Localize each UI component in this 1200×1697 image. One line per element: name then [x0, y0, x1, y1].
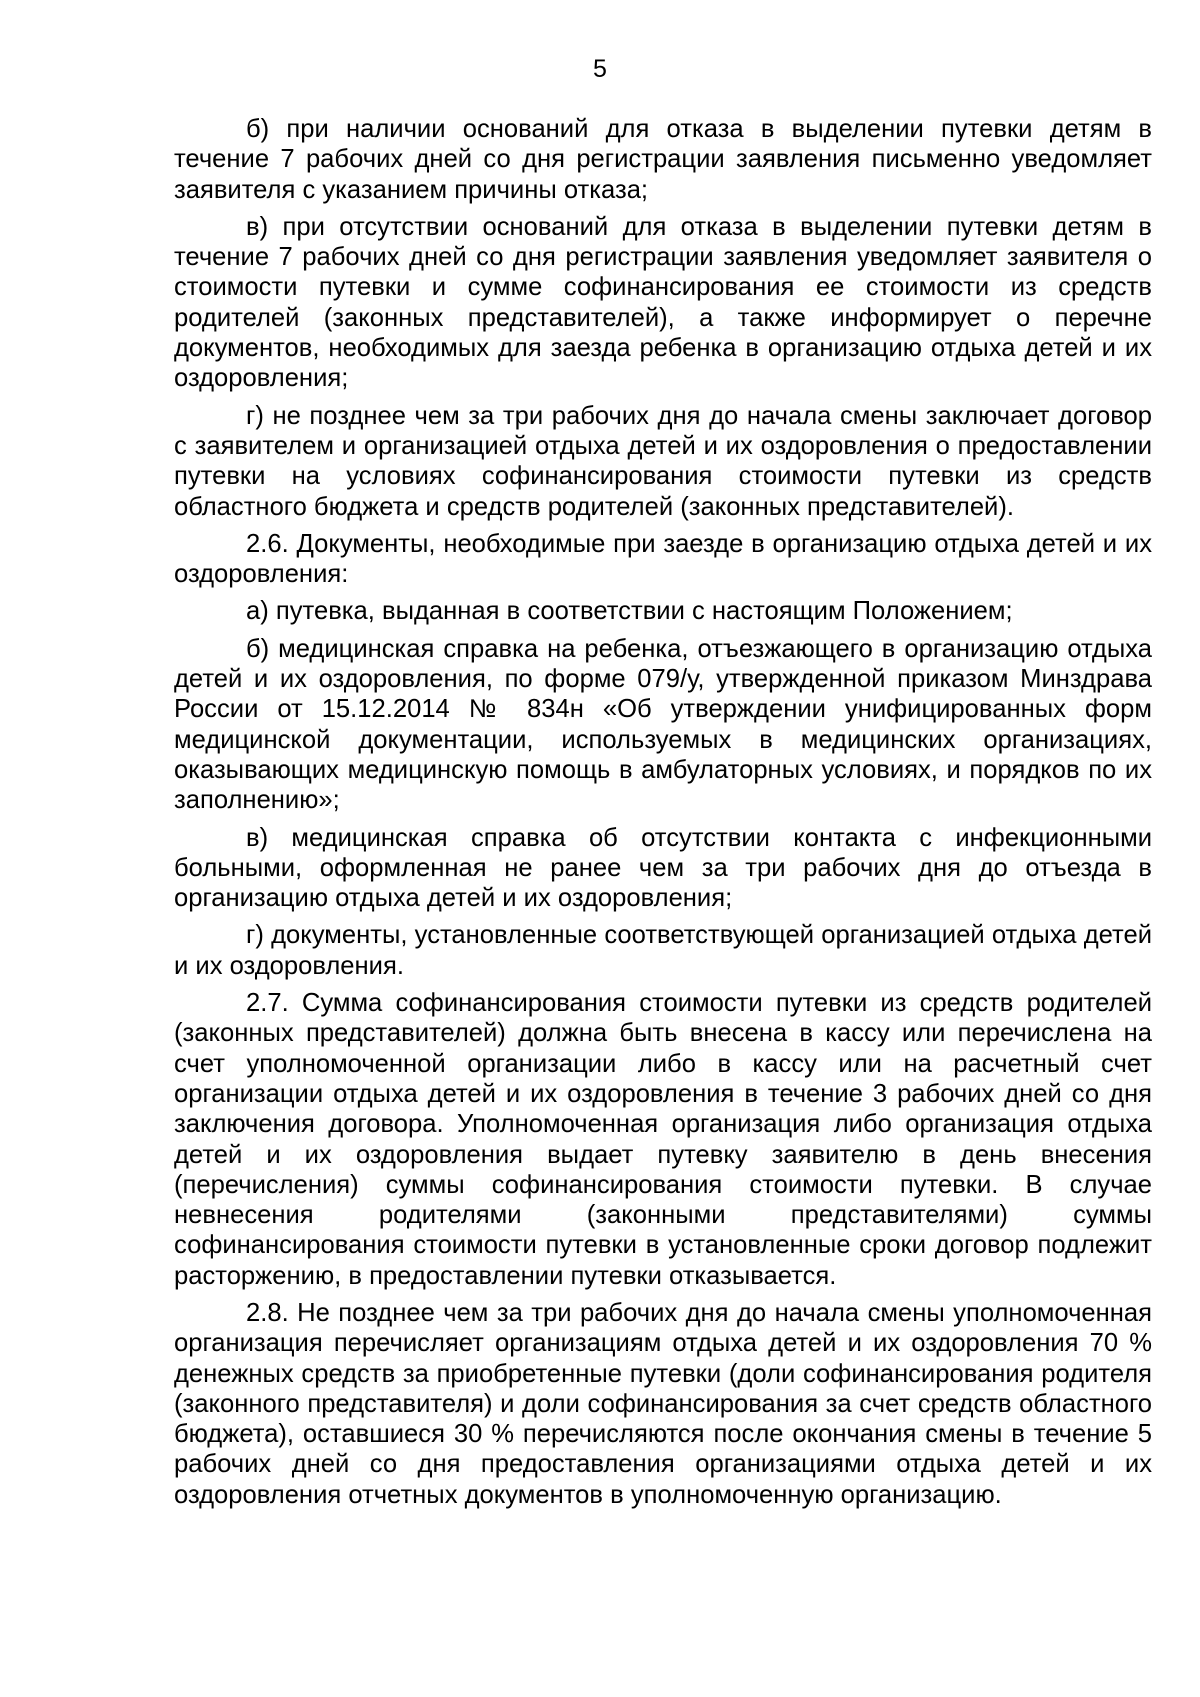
page-number: 5 — [593, 55, 607, 83]
paragraph-2-6: 2.6. Документы, необходимые при заезде в организацию отдыха детей и их оздоровления: — [174, 529, 1152, 589]
paragraph-2-6-b: б) медицинская справка на ребенка, отъезжающего в организацию отдыха детей и их оздоровления, по форме 079/у, утвержденной приказом Минздрава России от 15.12.2014 № 834н «Об утверждении унифицированных форм медицинской документации, используемых в медицинских организациях, оказывающих медицинскую помощь в амбулаторных условиях, и порядков по их заполнению»; — [174, 634, 1152, 815]
paragraph-2-5-g: г) не позднее чем за три рабочих дня до начала смены заключает договор с заявителем и организацией отдыха детей и их оздоровления о предоставлении путевки на условиях софинансирования стоимости путевки из средств областного бюджета и средств родителей (законных представителей). — [174, 401, 1152, 521]
paragraph-2-5-v: в) при отсутствии оснований для отказа в выделении путевки детям в течение 7 рабочих дней со дня регистрации заявления уведомляет заявителя о стоимости путевки и сумме софинансирования ее стоимости из средств родителей (законных представителей), а также информирует о перечне документов, необходимых для заезда ребенка в организацию отдыха детей и их оздоровления; — [174, 212, 1152, 393]
paragraph-2-5-b: б) при наличии оснований для отказа в выделении путевки детям в течение 7 рабочих дней со дня регистрации заявления письменно уведомляет заявителя с указанием причины отказа; — [174, 115, 1152, 204]
paragraph-2-6-v: в) медицинская справка об отсутствии контакта с инфекционными больными, оформленная не ранее чем за три рабочих дня до отъезда в организацию отдыха детей и их оздоровления; — [174, 823, 1152, 913]
paragraph-2-6-g: г) документы, установленные соответствующей организацией отдыха детей и их оздоровления. — [174, 921, 1152, 980]
document-body — [174, 114, 1152, 1517]
paragraph-2-8: 2.8. Не позднее чем за три рабочих дня до начала смены уполномоченная организация перечисляет организациям отдыха детей и их оздоровления 70 % денежных средств за приобретенные путевки (доли софинансирования родителя (законного представителя) и доли софинансирования за счет средств областного бюджета), оставшиеся 30 % перечисляются после окончания смены в течение 5 рабочих дней со дня предоставления организациями отдыха детей и их оздоровления отчетных документов в уполномоченную организацию. — [174, 1298, 1152, 1509]
paragraph-2-6-a: а) путевка, выданная в соответствии с настоящим Положением; — [246, 597, 1013, 626]
paragraph-2-7: 2.7. Сумма софинансирования стоимости путевки из средств родителей (законных представителей) должна быть внесена в кассу или перечислена на счет уполномоченной организации либо в кассу или на расчетный счет организации отдыха детей и их оздоровления в течение 3 рабочих дней со дня заключения договора. Уполномоченная организация либо организация отдыха детей и их оздоровления выдает путевку заявителю в день внесения (перечисления) суммы софинансирования стоимости путевки. В случае невнесения родителями (законными представителями) суммы софинансирования стоимости путевки в установленные сроки договор подлежит расторжению, в предоставлении путевки отказывается. — [174, 989, 1152, 1290]
